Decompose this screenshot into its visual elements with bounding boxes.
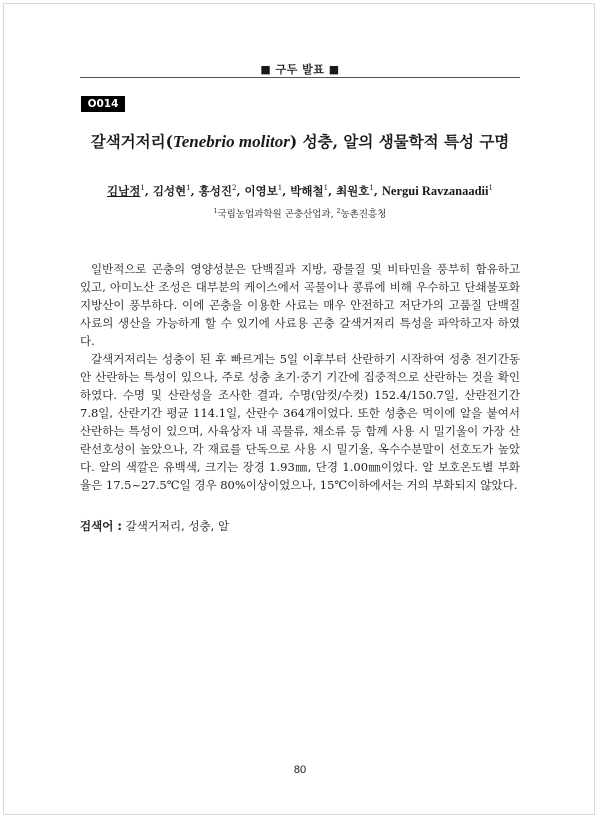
page-number: 80: [293, 764, 307, 776]
author-sup: 1: [488, 184, 493, 193]
author-name: Nergui Ravzanaadii: [381, 184, 489, 198]
author-sup: 1: [140, 184, 145, 193]
title-latin: Tenebrio molitor: [172, 132, 290, 151]
affiliation-sup: 2: [336, 207, 341, 215]
abstract-paragraph: 갈색거저리는 성충이 된 후 빠르게는 5일 이후부터 산란하기 시작하여 성충 전기간동안 산란하는 특성이 있으나, 주로 성충 초기·중기 기간에 집중적으로 산란하는 것을 확인하였다. 수명 및 산란성을 조사한 결과, 수명(암컷/수컷) 152.4/150.7일, 산란전기간 7.8일, 산란기간 평균 114.1일, 산란수 364개이었다. 또한 성충은 먹이에 알을 붙여서 산란하는 특성이 있으며, 사육상자 내 곡물류, 채소류 등 함께 사용 시 밀기울이 가장 산란선호성이 높았으나, 각 재료를 단독으로 사용 시 밀기울, 옥수수분말이 선호도가 높았다. 알의 색깔은 유백색, 크기는 장경 1.93㎜, 단경 1.00㎜이었다. 알 보호온도별 부화율은 17.5~27.5℃일 경우 80%이상이었으나, 15℃이하에서는 거의 부화되지 않았다.: [80, 352, 520, 492]
author-name: 김남정: [107, 184, 141, 198]
affiliation-name: 국립농업과학원 곤충산업과: [217, 209, 331, 220]
paper-code-badge: O014: [81, 96, 125, 112]
author-sup: 1: [369, 184, 374, 193]
keywords-value: 갈색거저리, 성충, 알: [125, 519, 230, 533]
keywords: [80, 518, 520, 534]
author-sup: 2: [231, 184, 237, 193]
author-name: 이영보: [244, 184, 278, 198]
title-prefix: 갈색거저리(: [90, 132, 173, 151]
author-sup: 1: [277, 184, 283, 193]
affiliation-list: $^1$국립농업과학원 곤충산업과, $^2$농촌진흥청: [213, 207, 387, 220]
author-name: 박해철: [290, 184, 324, 198]
abstract-paragraph: 일반적으로 곤충의 영양성분은 단백질과 지방, 광물질 및 비타민을 풍부히 함유하고 있고, 아미노산 조성은 대부분의 케이스에서 곡물이나 콩류에 비해 우수하고 단쇄불포화지방산이 풍부하다. 이에 곤충을 이용한 사료는 매우 안전하고 저단가의 고품질 단백질 사료의 생산을 가능하게 할 수 있기에 사료용 곤충 갈색거저리 특성을 파악하고자 하였다.: [80, 262, 520, 348]
author-sup: 1: [323, 184, 329, 193]
author-list: 김남정$^1$, 김성현$^1$, 홍성진$^2$, 이영보$^1$, 박해철$^1$, 최원호$^1$, Nergui Ravzanaadii$^1$: [107, 184, 493, 198]
abstract: [80, 260, 520, 494]
title-suffix: ) 성충, 알의 생물학적 특성 구명: [289, 132, 510, 151]
header-rule: [80, 77, 520, 78]
author-name: 홍성진: [198, 184, 232, 198]
affiliation-name: 농촌진흥청: [340, 209, 387, 220]
section-header: ■ 구두 발표 ■: [260, 63, 340, 76]
keywords-label: 검색어 :: [80, 519, 122, 533]
author-name: 최원호: [336, 184, 370, 198]
author-sup: 1: [186, 184, 191, 193]
paper-title: [80, 130, 520, 152]
affiliation-sup: 1: [213, 207, 218, 215]
author-name: 김성현: [152, 184, 187, 198]
